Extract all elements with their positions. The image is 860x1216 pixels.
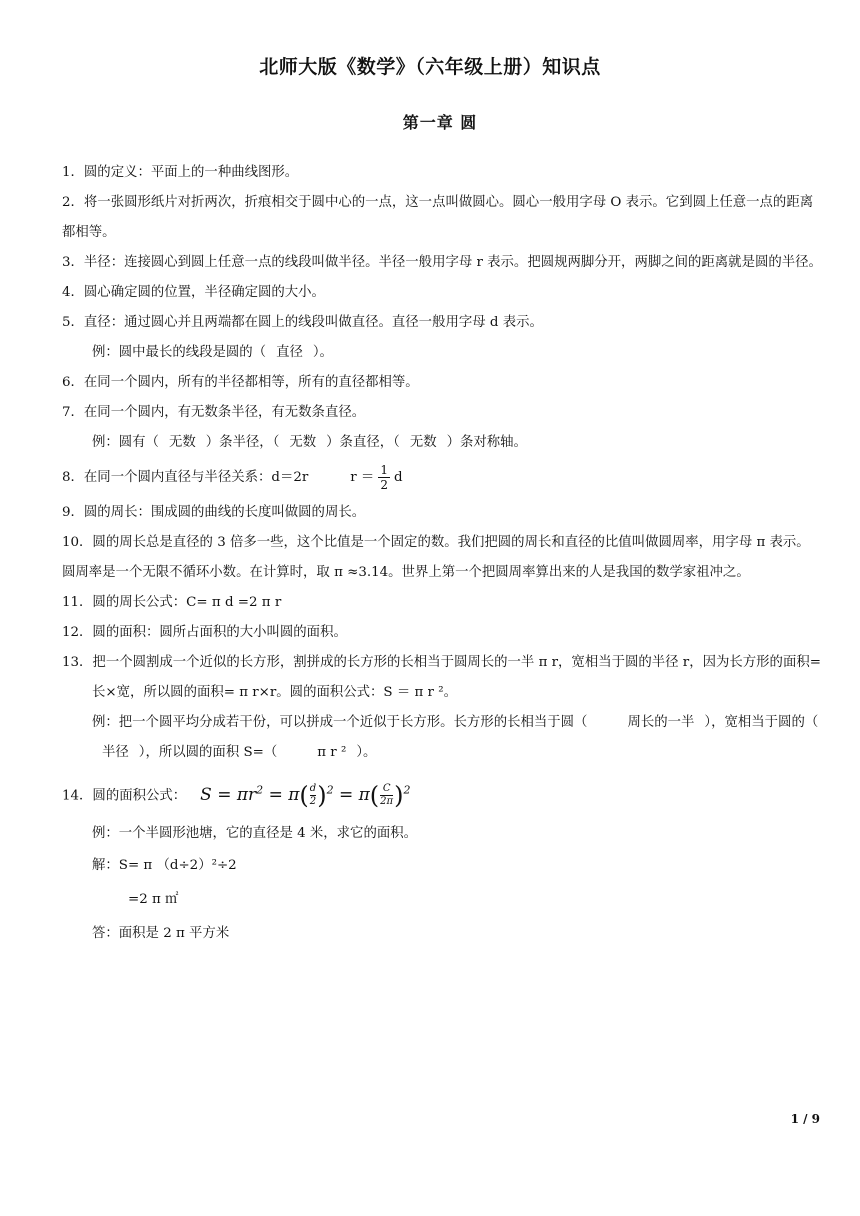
answer-blank: 周长的一半 <box>627 715 695 730</box>
item-10: 10．圆的周长总是直径的 3 倍多一些，这个比值是一个固定的数。我们把圆的周长和直径的比值叫做圆周率，用字母 π 表示。圆周率是一个无限不循环小数。在计算时，取 π ≈3.14。世界上第一个把圆周率算出来的人是我国的数学家祖冲之。 <box>62 535 810 580</box>
answer-blank: 半径 <box>102 745 129 760</box>
document-body <box>62 158 822 951</box>
fraction-one-half: $\frac{1}{2}$ <box>380 463 388 492</box>
item-14-answer: 答：面积是 2 π 平方米 <box>92 925 230 941</box>
item-7: 7．在同一个圆内，有无数条半径，有无数条直径。 <box>62 405 366 420</box>
item-4: 4．圆心确定圆的位置，半径确定圆的大小。 <box>62 285 325 300</box>
item-5: 5．直径：通过圆心并且两端都在圆上的线段叫做直径。直径一般用字母 d 表示。 <box>62 315 543 330</box>
item-13: 13．把一个圆割成一个近似的长方形，割拼成的长方形的长相当于圆周长的一半 π r，宽相当于圆的半径 r，因为长方形的面积=长×宽，所以圆的面积= π r×r。圆的面积公式：S ＝ π r ²。 <box>62 655 821 700</box>
item-13-example: 例：把一个圆平均分成若干份，可以拼成一个近似于长方形。长方形的长相当于圆（ 周长的一半 ），宽相当于圆的（半径 ），所以圆的面积 S=（ π r ² ）。 <box>62 708 822 768</box>
answer-blank: 无数 <box>409 435 437 450</box>
item-7-example: 例：圆有（ 无数 ）条半径，（ 无数 ）条直径，（ 无数 ）条对称轴。 <box>62 428 822 458</box>
area-formula: $S = \pi r^2 = \pi$( $\frac{d}{2}$ )$^2$ = π( $\frac{C}{2\pi}$ )$^2$ <box>200 781 411 810</box>
item-1: 1．圆的定义：平面上的一种曲线图形。 <box>62 165 299 180</box>
item-14-solution-2: =2 π ㎡ <box>128 891 179 907</box>
answer-blank: 直径 <box>276 345 303 360</box>
document-title: 北师大版《数学》（六年级上册）知识点 <box>259 56 601 78</box>
answer-blank: 无数 <box>168 435 196 450</box>
item-14-solution-1: 解：S= π （d÷2）²÷2 <box>92 857 237 873</box>
item-14-example: 例：一个半圆形池塘，它的直径是 4 米，求它的面积。 <box>92 825 418 841</box>
item-9: 9．圆的周长：围成圆的曲线的长度叫做圆的周长。 <box>62 505 366 520</box>
item-11: 11．圆的周长公式：C= π d =2 π r <box>62 595 282 610</box>
item-14: 14．圆的面积公式： $S = \pi r^2 = \pi$( $\frac{d}{2}$ )$^2$ = π( $\frac{C}{2\pi}$ )$^2$ <box>62 781 411 810</box>
item-2: 2．将一张圆形纸片对折两次，折痕相交于圆中心的一点，这一点叫做圆心。圆心一般用字母 O 表示。它到圆上任意一点的距离都相等。 <box>62 195 814 240</box>
item-8: 8．在同一个圆内直径与半径关系：d＝2r r ＝ $\frac{1}{2}$ d <box>62 463 403 492</box>
answer-blank: π r ² <box>317 745 347 760</box>
item-6: 6．在同一个圆内，所有的半径都相等，所有的直径都相等。 <box>62 375 419 390</box>
item-5-example: 例：圆中最长的线段是圆的（ 直径 ）。 <box>62 338 822 368</box>
item-3: 3．半径：连接圆心到圆上任意一点的线段叫做半径。半径一般用字母 r 表示。把圆规两脚分开，两脚之间的距离就是圆的半径。 <box>62 255 822 270</box>
page-number: 1 / 9 <box>790 1112 820 1126</box>
item-12: 12．圆的面积：圆所占面积的大小叫圆的面积。 <box>62 625 347 640</box>
answer-blank: 无数 <box>289 435 317 450</box>
chapter-heading: 第一章 圆 <box>402 113 478 132</box>
